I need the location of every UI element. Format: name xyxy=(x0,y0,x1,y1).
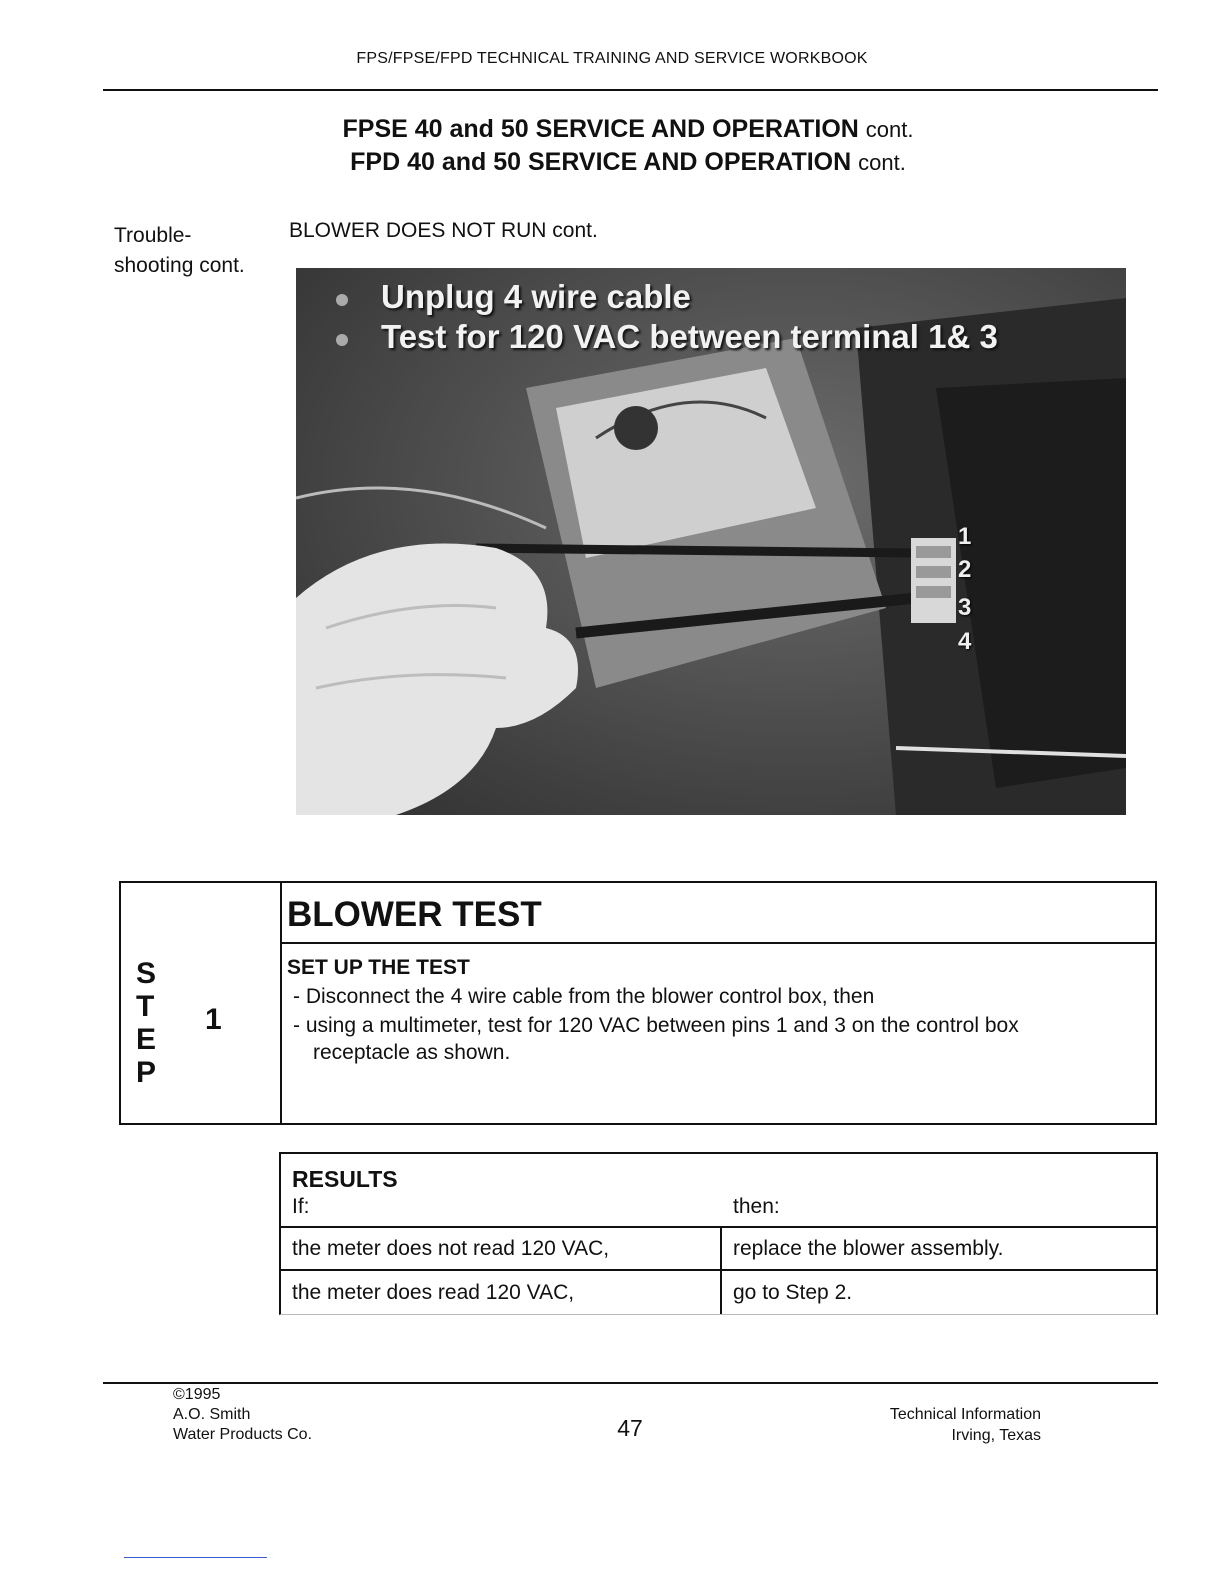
sidebar-line-2: shooting cont. xyxy=(114,254,245,277)
footer-rule xyxy=(103,1382,1158,1384)
test-photo xyxy=(296,268,1126,815)
section-title-2-main: FPD 40 and 50 SERVICE AND OPERATION xyxy=(350,148,852,176)
results-header xyxy=(279,1152,1158,1228)
then-cell: replace the blower assembly. xyxy=(733,1237,1004,1260)
sidebar-label xyxy=(114,221,245,281)
company-division: Water Products Co. xyxy=(173,1426,313,1443)
step-letter: E xyxy=(136,1023,157,1056)
results-heading: RESULTS xyxy=(292,1166,398,1192)
sidebar-line-1: Trouble- xyxy=(114,224,192,247)
bullet-icon xyxy=(336,294,348,306)
if-label: If: xyxy=(292,1195,310,1218)
then-cell: go to Step 2. xyxy=(733,1281,853,1304)
bullet-icon xyxy=(336,334,348,346)
then-label: then: xyxy=(733,1195,780,1218)
if-cell: the meter does read 120 VAC, xyxy=(292,1281,575,1304)
step-letter: S xyxy=(136,957,157,990)
setup-instruction-1: - Disconnect the 4 wire cable from the blower control box, then xyxy=(293,985,875,1008)
results-table xyxy=(279,1152,1158,1312)
section-title-1 xyxy=(0,115,1224,144)
footer-right xyxy=(800,1404,1041,1446)
footer-department: Technical Information xyxy=(889,1406,1041,1423)
section-title-2-cont: cont. xyxy=(858,150,906,175)
section-title-1-cont: cont. xyxy=(865,117,914,142)
column-divider xyxy=(720,1226,722,1269)
step-box xyxy=(119,881,1157,1125)
page-number: 47 xyxy=(617,1415,643,1441)
test-title: BLOWER TEST xyxy=(287,895,542,934)
table-row xyxy=(279,1226,1158,1271)
step-letter: P xyxy=(136,1056,157,1089)
pin-label-3: 3 xyxy=(958,594,972,621)
setup-instruction-2-cont: receptacle as shown. xyxy=(313,1041,511,1064)
test-title-rule xyxy=(280,942,1155,944)
column-divider xyxy=(720,1270,722,1314)
pin-label-4: 4 xyxy=(958,628,972,655)
step-letters xyxy=(136,957,156,1089)
photo-caption-1: Unplug 4 wire cable xyxy=(381,278,691,315)
step-column xyxy=(121,883,282,1123)
section-title-1-main: FPSE 40 and 50 SERVICE AND OPERATION xyxy=(342,115,859,143)
subheading: BLOWER DOES NOT RUN cont. xyxy=(289,219,598,242)
copyright: ©1995 xyxy=(173,1386,221,1403)
footer-location: Irving, Texas xyxy=(951,1427,1041,1444)
company-name: A.O. Smith xyxy=(173,1406,251,1423)
photo-caption-2: Test for 120 VAC between terminal 1& 3 xyxy=(381,318,998,355)
pin-label-2: 2 xyxy=(958,556,972,583)
footnote-line xyxy=(124,1557,267,1558)
header-rule xyxy=(103,89,1158,91)
section-title-2 xyxy=(0,148,1224,177)
if-cell: the meter does not read 120 VAC, xyxy=(292,1237,610,1260)
step-number: 1 xyxy=(205,1003,222,1036)
setup-instruction-2: - using a multimeter, test for 120 VAC between pins 1 and 3 on the control box xyxy=(293,1014,1019,1037)
step-letter: T xyxy=(136,990,155,1023)
pin-label-1: 1 xyxy=(958,523,972,550)
footer-left xyxy=(173,1385,312,1445)
setup-heading: SET UP THE TEST xyxy=(287,956,470,979)
running-header: FPS/FPSE/FPD TECHNICAL TRAINING AND SERVICE WORKBOOK xyxy=(356,50,868,67)
table-row xyxy=(279,1270,1158,1315)
